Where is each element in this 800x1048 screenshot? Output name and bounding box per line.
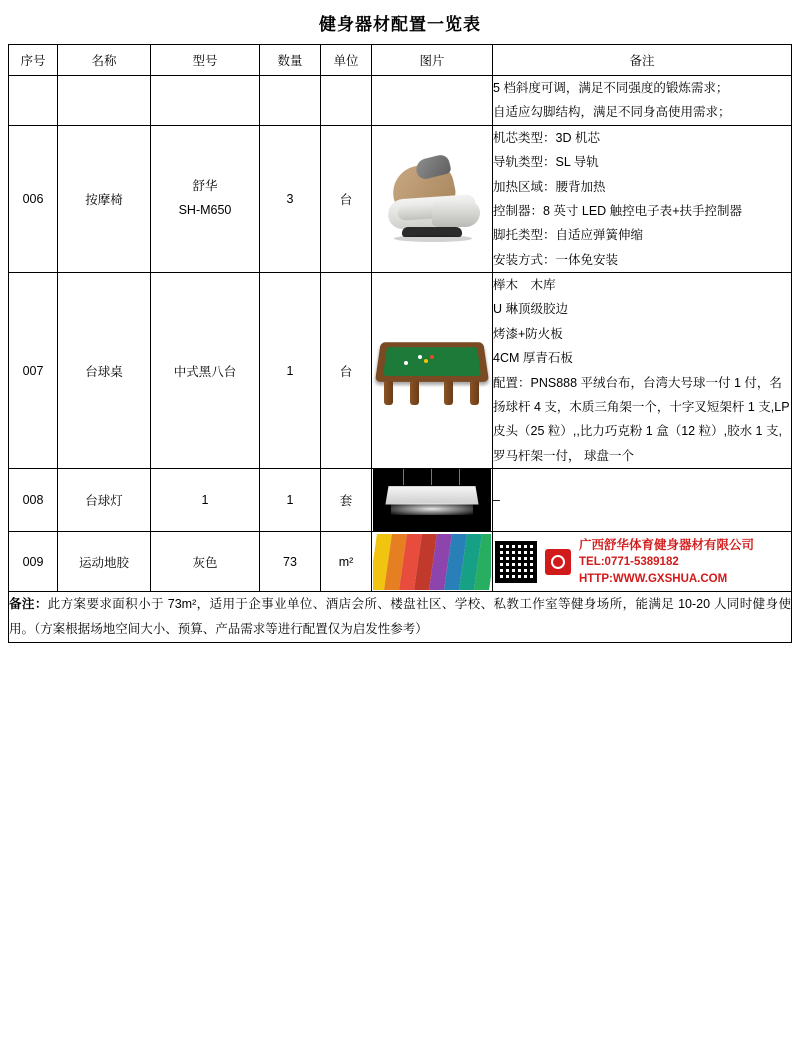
lamp-shade <box>385 486 478 504</box>
cell-qty: 3 <box>260 125 321 272</box>
cell-model <box>151 125 260 272</box>
pool-ball <box>418 355 422 359</box>
pool-ball <box>404 361 408 365</box>
pool-ball <box>430 355 434 359</box>
company-contact <box>579 536 754 587</box>
remark-line: 导轨类型：SL 导轨 <box>493 155 599 170</box>
cell-picture <box>372 469 493 532</box>
lamp-cord <box>459 469 460 485</box>
page-title: 健身器材配置一览表 <box>319 15 481 34</box>
column-header-model: 型号 <box>151 45 260 76</box>
footnote-text: 此方案要求面积小于 73m²，适用于企事业单位、酒店会所、楼盘社区、学校、私教工作室等健身场所，能满足 10-20 人同时健身使用。（方案根据场地空间大小、预算、产品需求等进行配置仅为启发性参考） <box>9 597 791 637</box>
cell-name <box>58 76 151 126</box>
column-header-picture: 图片 <box>372 45 493 76</box>
cell-qty <box>260 76 321 126</box>
cell-name: 按摩椅 <box>58 125 151 272</box>
cell-remarks <box>493 273 792 469</box>
cell-name: 台球灯 <box>58 469 151 532</box>
cell-model: 1 <box>151 469 260 532</box>
cell-remarks <box>493 125 792 272</box>
cell-remarks <box>493 469 792 532</box>
lamp-glow <box>391 503 473 515</box>
remark-line: 自适应勾脚结构，满足不同身高使用需求； <box>493 105 731 120</box>
lamp-cord <box>431 469 432 485</box>
remark-line: 加热区域：腰背加热 <box>493 179 606 194</box>
equipment-table <box>8 44 792 643</box>
footnote-label: 备注： <box>9 597 48 612</box>
cell-picture <box>372 532 493 592</box>
pool-cloth <box>383 347 481 376</box>
column-header-no: 序号 <box>9 45 58 76</box>
remark-line: 控制器：8 英寸 LED 触控电子表+扶手控制器 <box>493 203 742 218</box>
billiard-lamp-image <box>373 469 491 531</box>
cell-no <box>9 76 58 126</box>
cell-qty: 1 <box>260 273 321 469</box>
cell-model <box>151 76 260 126</box>
company-logo-block <box>493 532 791 591</box>
column-header-name: 名称 <box>58 45 151 76</box>
cell-picture <box>372 76 493 126</box>
cell-no: 006 <box>9 125 58 272</box>
table-header <box>9 45 792 76</box>
massage-chair-image <box>376 145 488 253</box>
chair-shadow <box>394 235 472 242</box>
lamp-cord <box>403 469 404 485</box>
company-tel: TEL:0771-5389182 <box>579 556 679 569</box>
model-line-2: SH-M650 <box>178 202 232 217</box>
table-body <box>9 76 792 643</box>
cell-unit: 套 <box>321 469 372 532</box>
remark-line: 4CM 厚青石板 <box>493 351 573 366</box>
footnote-row <box>9 592 792 643</box>
column-header-remarks: 备注 <box>493 45 792 76</box>
cell-model: 灰色 <box>151 532 260 592</box>
cell-picture <box>372 125 493 272</box>
company-name: 广西舒华体育健身器材有限公司 <box>579 538 755 552</box>
sports-flooring-image <box>373 534 491 590</box>
qr-code-icon <box>495 541 537 583</box>
cell-unit: 台 <box>321 125 372 272</box>
table-row <box>9 273 792 469</box>
table-row <box>9 469 792 532</box>
remark-line: 脚托类型：自适应弹簧伸缩 <box>493 228 644 243</box>
cell-remarks <box>493 532 792 592</box>
cell-qty: 73 <box>260 532 321 592</box>
cell-unit <box>321 76 372 126</box>
cell-model: 中式黑八台 <box>151 273 260 469</box>
remark-line: 榉木 木库 <box>493 278 556 292</box>
table-row <box>9 125 792 272</box>
remark-line: 机芯类型：3D 机芯 <box>493 130 600 145</box>
cell-remarks <box>493 76 792 126</box>
footnote-cell <box>9 592 792 643</box>
pool-leg <box>444 381 453 405</box>
pool-leg <box>410 381 419 405</box>
company-website: HTTP:WWW.GXSHUA.COM <box>579 572 728 585</box>
remark-line: 5 档斜度可调，满足不同强度的锻炼需求； <box>493 81 729 95</box>
remark-line: – <box>493 492 500 507</box>
cell-picture <box>372 273 493 469</box>
pool-leg <box>384 381 393 405</box>
cell-name: 台球桌 <box>58 273 151 469</box>
table-row <box>9 532 792 592</box>
table-row <box>9 76 792 126</box>
remark-line: U 琳顶级胶边 <box>493 302 569 317</box>
cell-no: 007 <box>9 273 58 469</box>
remark-line: 烤漆+防火板 <box>493 326 563 341</box>
table-header-row <box>9 45 792 76</box>
cell-unit: m² <box>321 532 372 592</box>
model-line-1: 舒华 <box>192 179 218 194</box>
column-header-qty: 数量 <box>260 45 321 76</box>
pool-leg <box>470 381 479 405</box>
remark-line: 安装方式：一体免安装 <box>493 252 619 267</box>
cell-name: 运动地胶 <box>58 532 151 592</box>
pool-ball <box>424 359 428 363</box>
cell-qty: 1 <box>260 469 321 532</box>
pool-table-image <box>374 329 490 413</box>
cell-no: 008 <box>9 469 58 532</box>
remark-line: 配置：PNS888 平绒台布，台湾大号球一付 1 付，名扬球杆 4 支，木质三角架一个，十字叉短架杆 1 支,LP 皮头（25 粒）,,比力巧克粉 1 盒（12 粒）,胶水 1 支, 罗马杆架一付， 球盘一个 <box>493 375 790 463</box>
brand-logo-icon <box>545 549 571 575</box>
cell-no: 009 <box>9 532 58 592</box>
column-header-unit: 单位 <box>321 45 372 76</box>
cell-unit: 台 <box>321 273 372 469</box>
chair-footrest <box>432 201 480 227</box>
